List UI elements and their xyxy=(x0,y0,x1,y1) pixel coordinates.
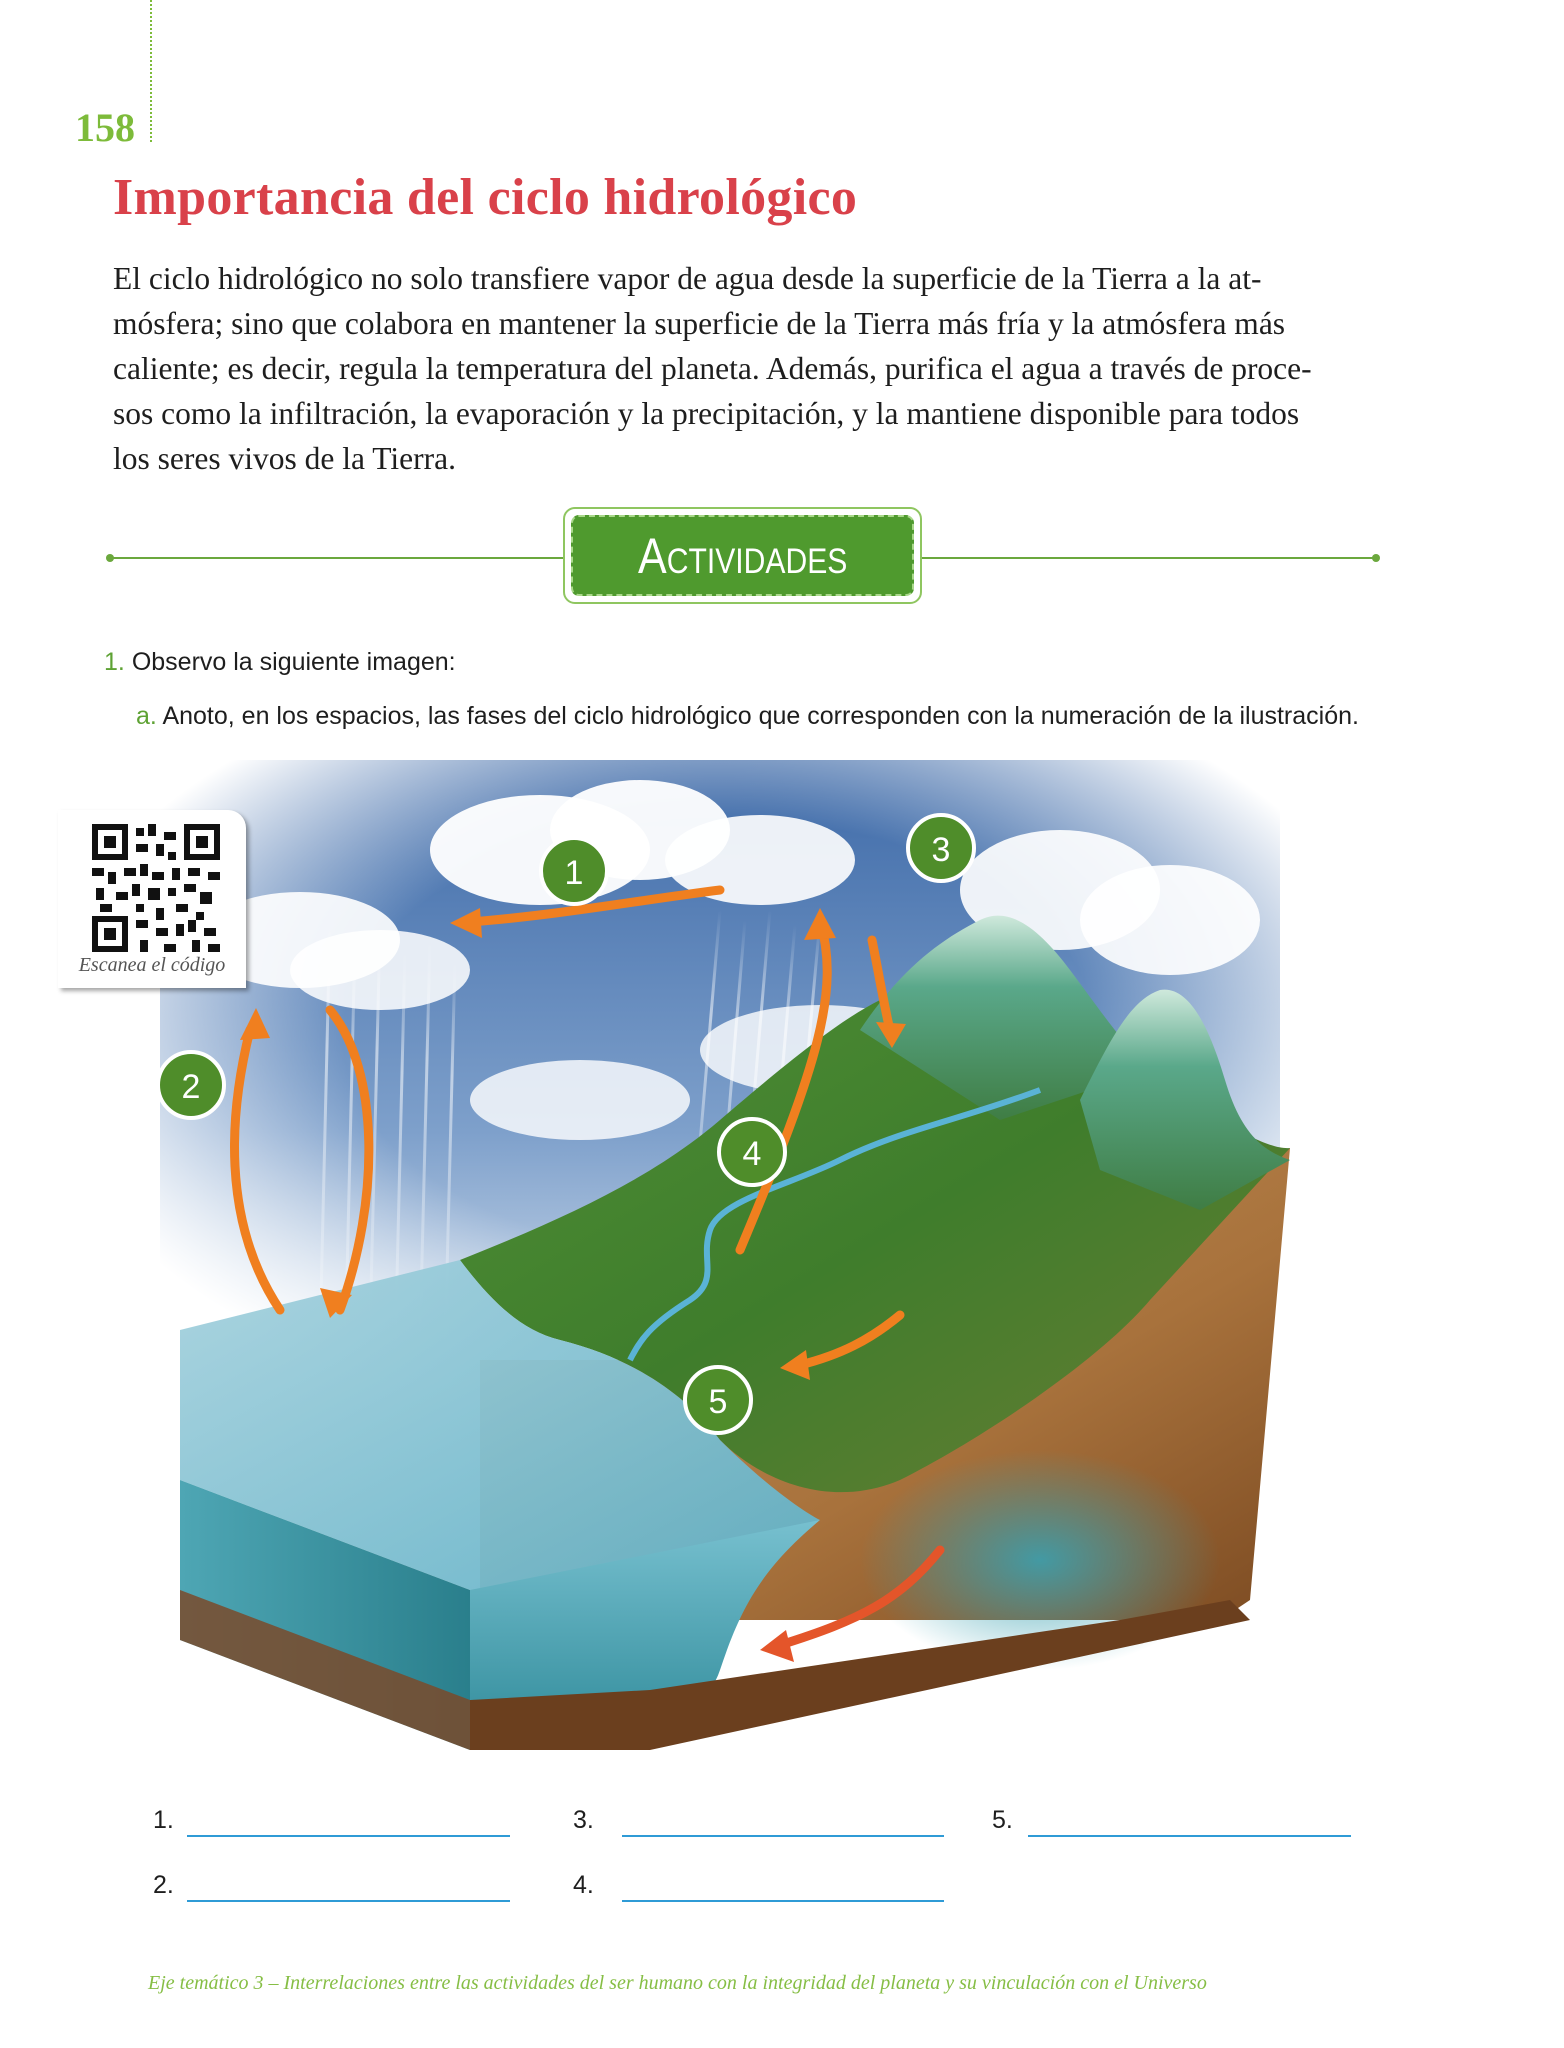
subquestion-text: Anoto, en los espacios, las fases del ciclo hidrológico que corresponden con la numeración de la ilustración. xyxy=(162,702,1359,730)
activities-banner xyxy=(571,515,914,596)
subquestion-letter: a. xyxy=(136,702,157,730)
svg-text:2: 2 xyxy=(181,1068,201,1106)
answer-label-2: 2. xyxy=(153,1871,174,1899)
paragraph-line: caliente; es decir, regula la temperatura del planeta. Además, purifica el agua a través de proce- xyxy=(113,351,1312,386)
intro-paragraph xyxy=(113,256,1381,481)
answer-line-3[interactable] xyxy=(622,1835,944,1837)
svg-text:4: 4 xyxy=(742,1135,762,1173)
badge-1 xyxy=(541,838,607,904)
svg-text:5: 5 xyxy=(708,1383,728,1421)
answer-line-4[interactable] xyxy=(622,1900,944,1902)
divider-dot-right xyxy=(1372,554,1380,562)
question-number: 1. xyxy=(104,648,125,676)
question-1a xyxy=(136,699,1386,734)
answer-line-5[interactable] xyxy=(1028,1835,1351,1837)
badge-4 xyxy=(719,1119,785,1185)
answer-label-1: 1. xyxy=(153,1806,174,1834)
margin-dotted-line xyxy=(150,0,152,142)
question-1 xyxy=(104,648,456,677)
answer-label-3: 3. xyxy=(573,1806,594,1834)
svg-text:1: 1 xyxy=(564,854,584,892)
badge-3 xyxy=(908,815,974,881)
qr-caption: Escanea el código xyxy=(78,954,226,976)
divider-right xyxy=(920,557,1375,559)
badge-5 xyxy=(685,1367,751,1433)
page-footer: Eje temático 3 – Interrelaciones entre las actividades del ser humano con la integridad del planeta y su vinculación con el Universo xyxy=(148,1972,1207,1994)
answer-line-1[interactable] xyxy=(187,1835,510,1837)
answer-line-2[interactable] xyxy=(187,1900,510,1902)
answer-label-4: 4. xyxy=(573,1871,594,1899)
qr-card[interactable] xyxy=(58,810,246,988)
paragraph-line: los seres vivos de la Tierra. xyxy=(113,441,456,476)
answer-label-5: 5. xyxy=(992,1806,1013,1834)
paragraph-line: mósfera; sino que colabora en mantener la superficie de la Tierra más fría y la atmósfera más xyxy=(113,306,1286,341)
activities-title: Actividades xyxy=(637,527,848,584)
page-title: Importancia del ciclo hidrológico xyxy=(113,169,858,226)
page-number: 158 xyxy=(75,105,135,150)
divider-left xyxy=(110,557,565,559)
qr-code-icon[interactable] xyxy=(92,824,220,952)
svg-text:3: 3 xyxy=(931,831,951,869)
question-text: Observo la siguiente imagen: xyxy=(131,648,456,676)
paragraph-line: El ciclo hidrológico no solo transfiere vapor de agua desde la superficie de la Tierra a la at- xyxy=(113,261,1262,296)
paragraph-line: sos como la infiltración, la evaporación y la precipitación, y la mantiene disponible para todos xyxy=(113,396,1300,431)
badge-2 xyxy=(158,1052,224,1118)
